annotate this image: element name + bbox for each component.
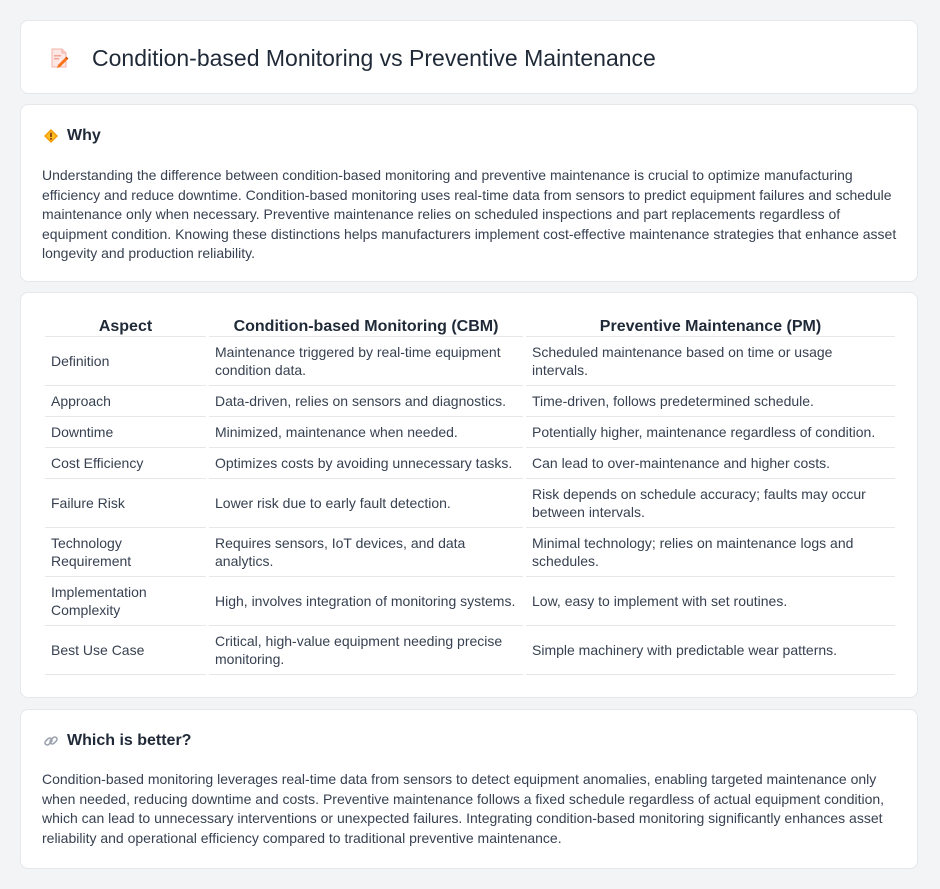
header-pm: Preventive Maintenance (PM) bbox=[526, 313, 895, 337]
row-pm: Time-driven, follows predetermined schedule. bbox=[526, 386, 895, 417]
row-cbm: Lower risk due to early fault detection. bbox=[209, 479, 523, 528]
row-aspect: Definition bbox=[45, 337, 206, 386]
page-title: Condition-based Monitoring vs Preventive Maintenance bbox=[92, 45, 656, 71]
document-edit-icon bbox=[47, 46, 71, 70]
table-row bbox=[45, 448, 895, 479]
header-aspect: Aspect bbox=[45, 313, 206, 337]
better-text: Condition-based monitoring leverages real-time data from sensors to detect equipment anomalies, enabling targeted maintenance only when needed, reducing downtime and costs. Preventive maintenance follows a fixed schedule regardless of actual equipment condition, which can lead to unnecessary interventions or unexpected failures. Integrating condition-based monitoring significantly enhances asset reliability and operational efficiency compared to traditional preventive maintenance. bbox=[42, 771, 885, 846]
row-aspect: Failure Risk bbox=[45, 479, 206, 528]
why-heading-row bbox=[43, 125, 101, 147]
table-row bbox=[45, 386, 895, 417]
row-pm: Risk depends on schedule accuracy; faults may occur between intervals. bbox=[526, 479, 895, 528]
row-aspect: Cost Efficiency bbox=[45, 448, 206, 479]
row-pm: Can lead to over-maintenance and higher costs. bbox=[526, 448, 895, 479]
row-cbm: Maintenance triggered by real-time equipment condition data. bbox=[209, 337, 523, 386]
why-heading: Why bbox=[67, 127, 101, 144]
which-better-section bbox=[20, 709, 918, 869]
warning-icon bbox=[43, 128, 59, 144]
row-cbm: Minimized, maintenance when needed. bbox=[209, 417, 523, 448]
row-aspect: Implementation Complexity bbox=[45, 577, 206, 626]
table-header-row bbox=[45, 313, 895, 337]
table-row bbox=[45, 528, 895, 577]
row-aspect: Downtime bbox=[45, 417, 206, 448]
row-cbm: Data-driven, relies on sensors and diagnostics. bbox=[209, 386, 523, 417]
row-cbm: Requires sensors, IoT devices, and data analytics. bbox=[209, 528, 523, 577]
row-pm: Low, easy to implement with set routines. bbox=[526, 577, 895, 626]
row-pm: Potentially higher, maintenance regardless of condition. bbox=[526, 417, 895, 448]
link-icon bbox=[43, 733, 59, 749]
row-pm: Scheduled maintenance based on time or usage intervals. bbox=[526, 337, 895, 386]
why-text: Understanding the difference between condition-based monitoring and preventive maintenance is crucial to optimize manufacturing efficiency and reduce downtime. Condition-based monitoring uses real-time data from sensors to predict equipment failures and schedule maintenance only when necessary. Preventive maintenance relies on scheduled inspections and part replacements regardless of equipment condition. Knowing these distinctions helps manufacturers implement cost-effective maintenance strategies that enhance asset longevity and production reliability. bbox=[42, 167, 897, 262]
comparison-table bbox=[42, 313, 898, 675]
row-aspect: Approach bbox=[45, 386, 206, 417]
row-cbm: High, involves integration of monitoring systems. bbox=[209, 577, 523, 626]
comparison-section bbox=[20, 292, 918, 698]
why-section bbox=[20, 104, 918, 282]
table-row bbox=[45, 337, 895, 386]
better-heading: Which is better? bbox=[67, 732, 192, 749]
table-row bbox=[45, 577, 895, 626]
better-heading-row bbox=[43, 730, 191, 752]
row-pm: Simple machinery with predictable wear patterns. bbox=[526, 626, 895, 675]
row-pm: Minimal technology; relies on maintenance logs and schedules. bbox=[526, 528, 895, 577]
title-card bbox=[20, 20, 918, 94]
row-cbm: Critical, high-value equipment needing precise monitoring. bbox=[209, 626, 523, 675]
table-row bbox=[45, 417, 895, 448]
table-row bbox=[45, 626, 895, 675]
row-aspect: Best Use Case bbox=[45, 626, 206, 675]
table-row bbox=[45, 479, 895, 528]
row-cbm: Optimizes costs by avoiding unnecessary tasks. bbox=[209, 448, 523, 479]
row-aspect: Technology Requirement bbox=[45, 528, 206, 577]
header-cbm: Condition-based Monitoring (CBM) bbox=[209, 313, 523, 337]
